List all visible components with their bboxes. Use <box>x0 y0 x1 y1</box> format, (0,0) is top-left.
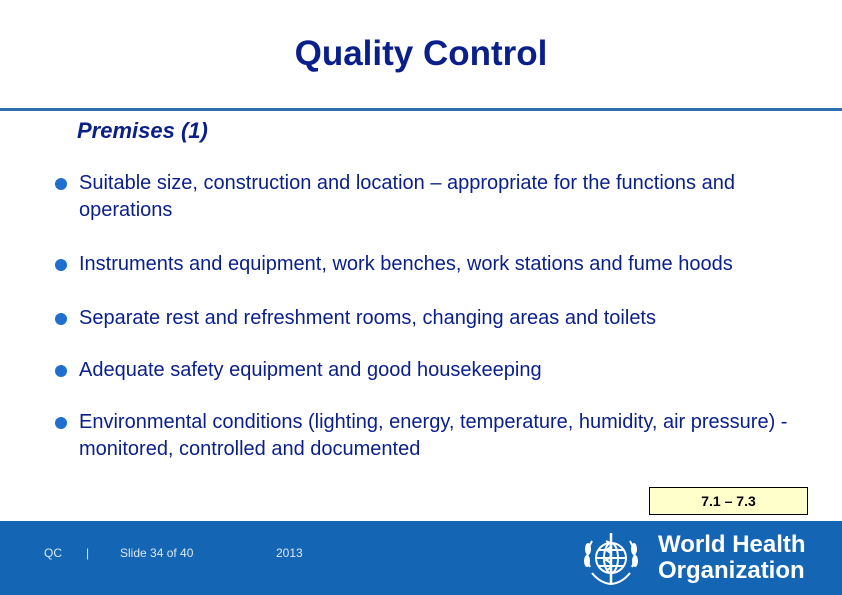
bullet-icon <box>55 259 67 271</box>
who-logo-line2: Organization <box>658 557 805 584</box>
bullet-text: Instruments and equipment, work benches, work stations and fume hoods <box>79 253 733 275</box>
bullet-item <box>55 357 815 384</box>
slide-title: Quality Control <box>294 34 548 73</box>
who-logo-text <box>658 532 806 584</box>
who-emblem-icon <box>570 527 652 589</box>
who-logo-line1: World Health <box>658 531 806 558</box>
footer-label: QC <box>44 546 62 560</box>
slide-subtitle: Premises (1) <box>77 118 208 143</box>
bullet-item <box>55 170 815 224</box>
reference-box: 7.1 – 7.3 <box>649 487 808 515</box>
title-divider <box>0 108 842 111</box>
bullet-icon <box>55 178 67 190</box>
bullet-icon <box>55 313 67 325</box>
who-logo <box>570 527 806 589</box>
footer-bar <box>0 521 842 595</box>
footer-separator: | <box>86 546 90 560</box>
bullet-item <box>55 305 815 332</box>
bullet-text: Environmental conditions (lighting, energy, temperature, humidity, air pressure) - monitored, controlled and documented <box>79 411 788 460</box>
slide-number: Slide 34 of 40 <box>120 546 194 560</box>
bullet-text: Adequate safety equipment and good housekeeping <box>79 359 542 381</box>
bullet-item <box>55 251 815 278</box>
bullet-text: Separate rest and refreshment rooms, changing areas and toilets <box>79 307 656 329</box>
bullet-text: Suitable size, construction and location – appropriate for the functions and operations <box>79 172 735 221</box>
bullet-icon <box>55 365 67 377</box>
footer-year: 2013 <box>276 546 303 560</box>
bullet-icon <box>55 417 67 429</box>
bullet-list <box>55 170 815 463</box>
bullet-item <box>55 409 815 463</box>
